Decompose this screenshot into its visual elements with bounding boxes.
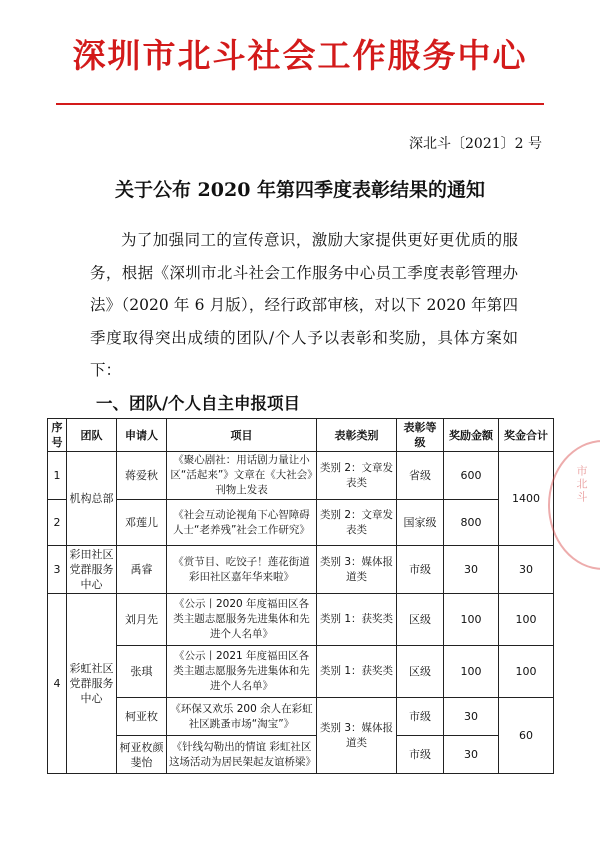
table-row [48, 646, 554, 698]
header-amount: 奖励金额 [444, 419, 499, 452]
cell-category: 类别 1：获奖类 [317, 594, 397, 646]
org-title: 深圳市北斗社会工作服务中心 [72, 36, 528, 75]
cell-total: 100 [499, 594, 554, 646]
cell-level: 市级 [397, 546, 444, 594]
table-row [48, 698, 554, 736]
header-project: 项目 [167, 419, 317, 452]
cell-level: 市级 [397, 736, 444, 774]
cell-no: 1 [48, 452, 67, 500]
cell-total: 1400 [499, 452, 554, 546]
cell-applicant: 柯亚枚 [117, 698, 167, 736]
red-divider [56, 103, 544, 105]
table-row [48, 736, 554, 774]
cell-amount: 30 [444, 736, 499, 774]
header-no: 序号 [48, 419, 67, 452]
cell-no: 4 [48, 594, 67, 774]
cell-no: 3 [48, 546, 67, 594]
cell-project: 《公示丨2020 年度福田区各类主题志愿服务先进集体和先进个人名单》 [167, 594, 317, 646]
cell-team: 彩田社区党群服务中心 [67, 546, 117, 594]
cell-amount: 100 [444, 594, 499, 646]
cell-team: 彩虹社区党群服务中心 [67, 594, 117, 774]
cell-level: 市级 [397, 698, 444, 736]
cell-level: 区级 [397, 594, 444, 646]
header-level: 表彰等级 [397, 419, 444, 452]
cell-applicant: 柯亚枚颜斐怡 [117, 736, 167, 774]
cell-team: 机构总部 [67, 452, 117, 546]
cell-applicant: 刘月先 [117, 594, 167, 646]
cell-applicant: 邓莲儿 [117, 500, 167, 546]
table-header-row [48, 419, 554, 452]
cell-project: 《社会互动论视角下心智障碍人士“老养残”社会工作研究》 [167, 500, 317, 546]
cell-amount: 800 [444, 500, 499, 546]
cell-project: 《环保又欢乐 200 余人在彩虹社区跳蚤市场“淘宝”》 [167, 698, 317, 736]
cell-project: 《公示丨2021 年度福田区各类主题志愿服务先进集体和先进个人名单》 [167, 646, 317, 698]
cell-applicant: 蒋爱秋 [117, 452, 167, 500]
header-category: 表彰类别 [317, 419, 397, 452]
cell-total: 30 [499, 546, 554, 594]
cell-project: 《赏节目、吃饺子！莲花街道彩田社区嘉年华来啦》 [167, 546, 317, 594]
cell-project: 《聚心剧社：用话剧力量让小区“活起来”》文章在《大社会》刊物上发表 [167, 452, 317, 500]
cell-level: 区级 [397, 646, 444, 698]
cell-category: 类别 2：文章发表类 [317, 500, 397, 546]
awards-table [47, 418, 554, 774]
table-row [48, 500, 554, 546]
section-heading: 一、团队/个人自主申报项目 [96, 394, 301, 413]
cell-category: 类别 1：获奖类 [317, 646, 397, 698]
cell-amount: 30 [444, 546, 499, 594]
body-paragraph: 为了加强同工的宣传意识，激励大家提供更好更优质的服务，根据《深圳市北斗社会工作服务中心员工季度表彰管理办法》（2020 年 6 月版），经行政部审核，对以下 2020 年第四季度取得突出成绩的团队/个人予以表彰和奖励，具体方案如下： [90, 231, 518, 379]
cell-category: 类别 2：文章发表类 [317, 452, 397, 500]
table-row [48, 452, 554, 500]
document-number: 深北斗〔2021〕2 号 [409, 136, 542, 152]
cell-category: 类别 3：媒体报道类 [317, 698, 397, 774]
cell-level: 省级 [397, 452, 444, 500]
table-row [48, 546, 554, 594]
seal-text: 市北斗 [575, 465, 588, 504]
cell-category: 类别 3：媒体报道类 [317, 546, 397, 594]
cell-applicant: 禹睿 [117, 546, 167, 594]
cell-total: 60 [499, 698, 554, 774]
header-applicant: 申请人 [117, 419, 167, 452]
cell-project: 《针线勾勒出的情谊 彩虹社区这场活动为居民架起友谊桥梁》 [167, 736, 317, 774]
notice-title: 关于公布 2020 年第四季度表彰结果的通知 [114, 179, 486, 201]
cell-total: 100 [499, 646, 554, 698]
cell-level: 国家级 [397, 500, 444, 546]
table-row [48, 594, 554, 646]
official-seal [548, 440, 600, 570]
cell-applicant: 张琪 [117, 646, 167, 698]
cell-amount: 600 [444, 452, 499, 500]
cell-no: 2 [48, 500, 67, 546]
header-total: 奖金合计 [499, 419, 554, 452]
cell-amount: 30 [444, 698, 499, 736]
cell-amount: 100 [444, 646, 499, 698]
header-team: 团队 [67, 419, 117, 452]
